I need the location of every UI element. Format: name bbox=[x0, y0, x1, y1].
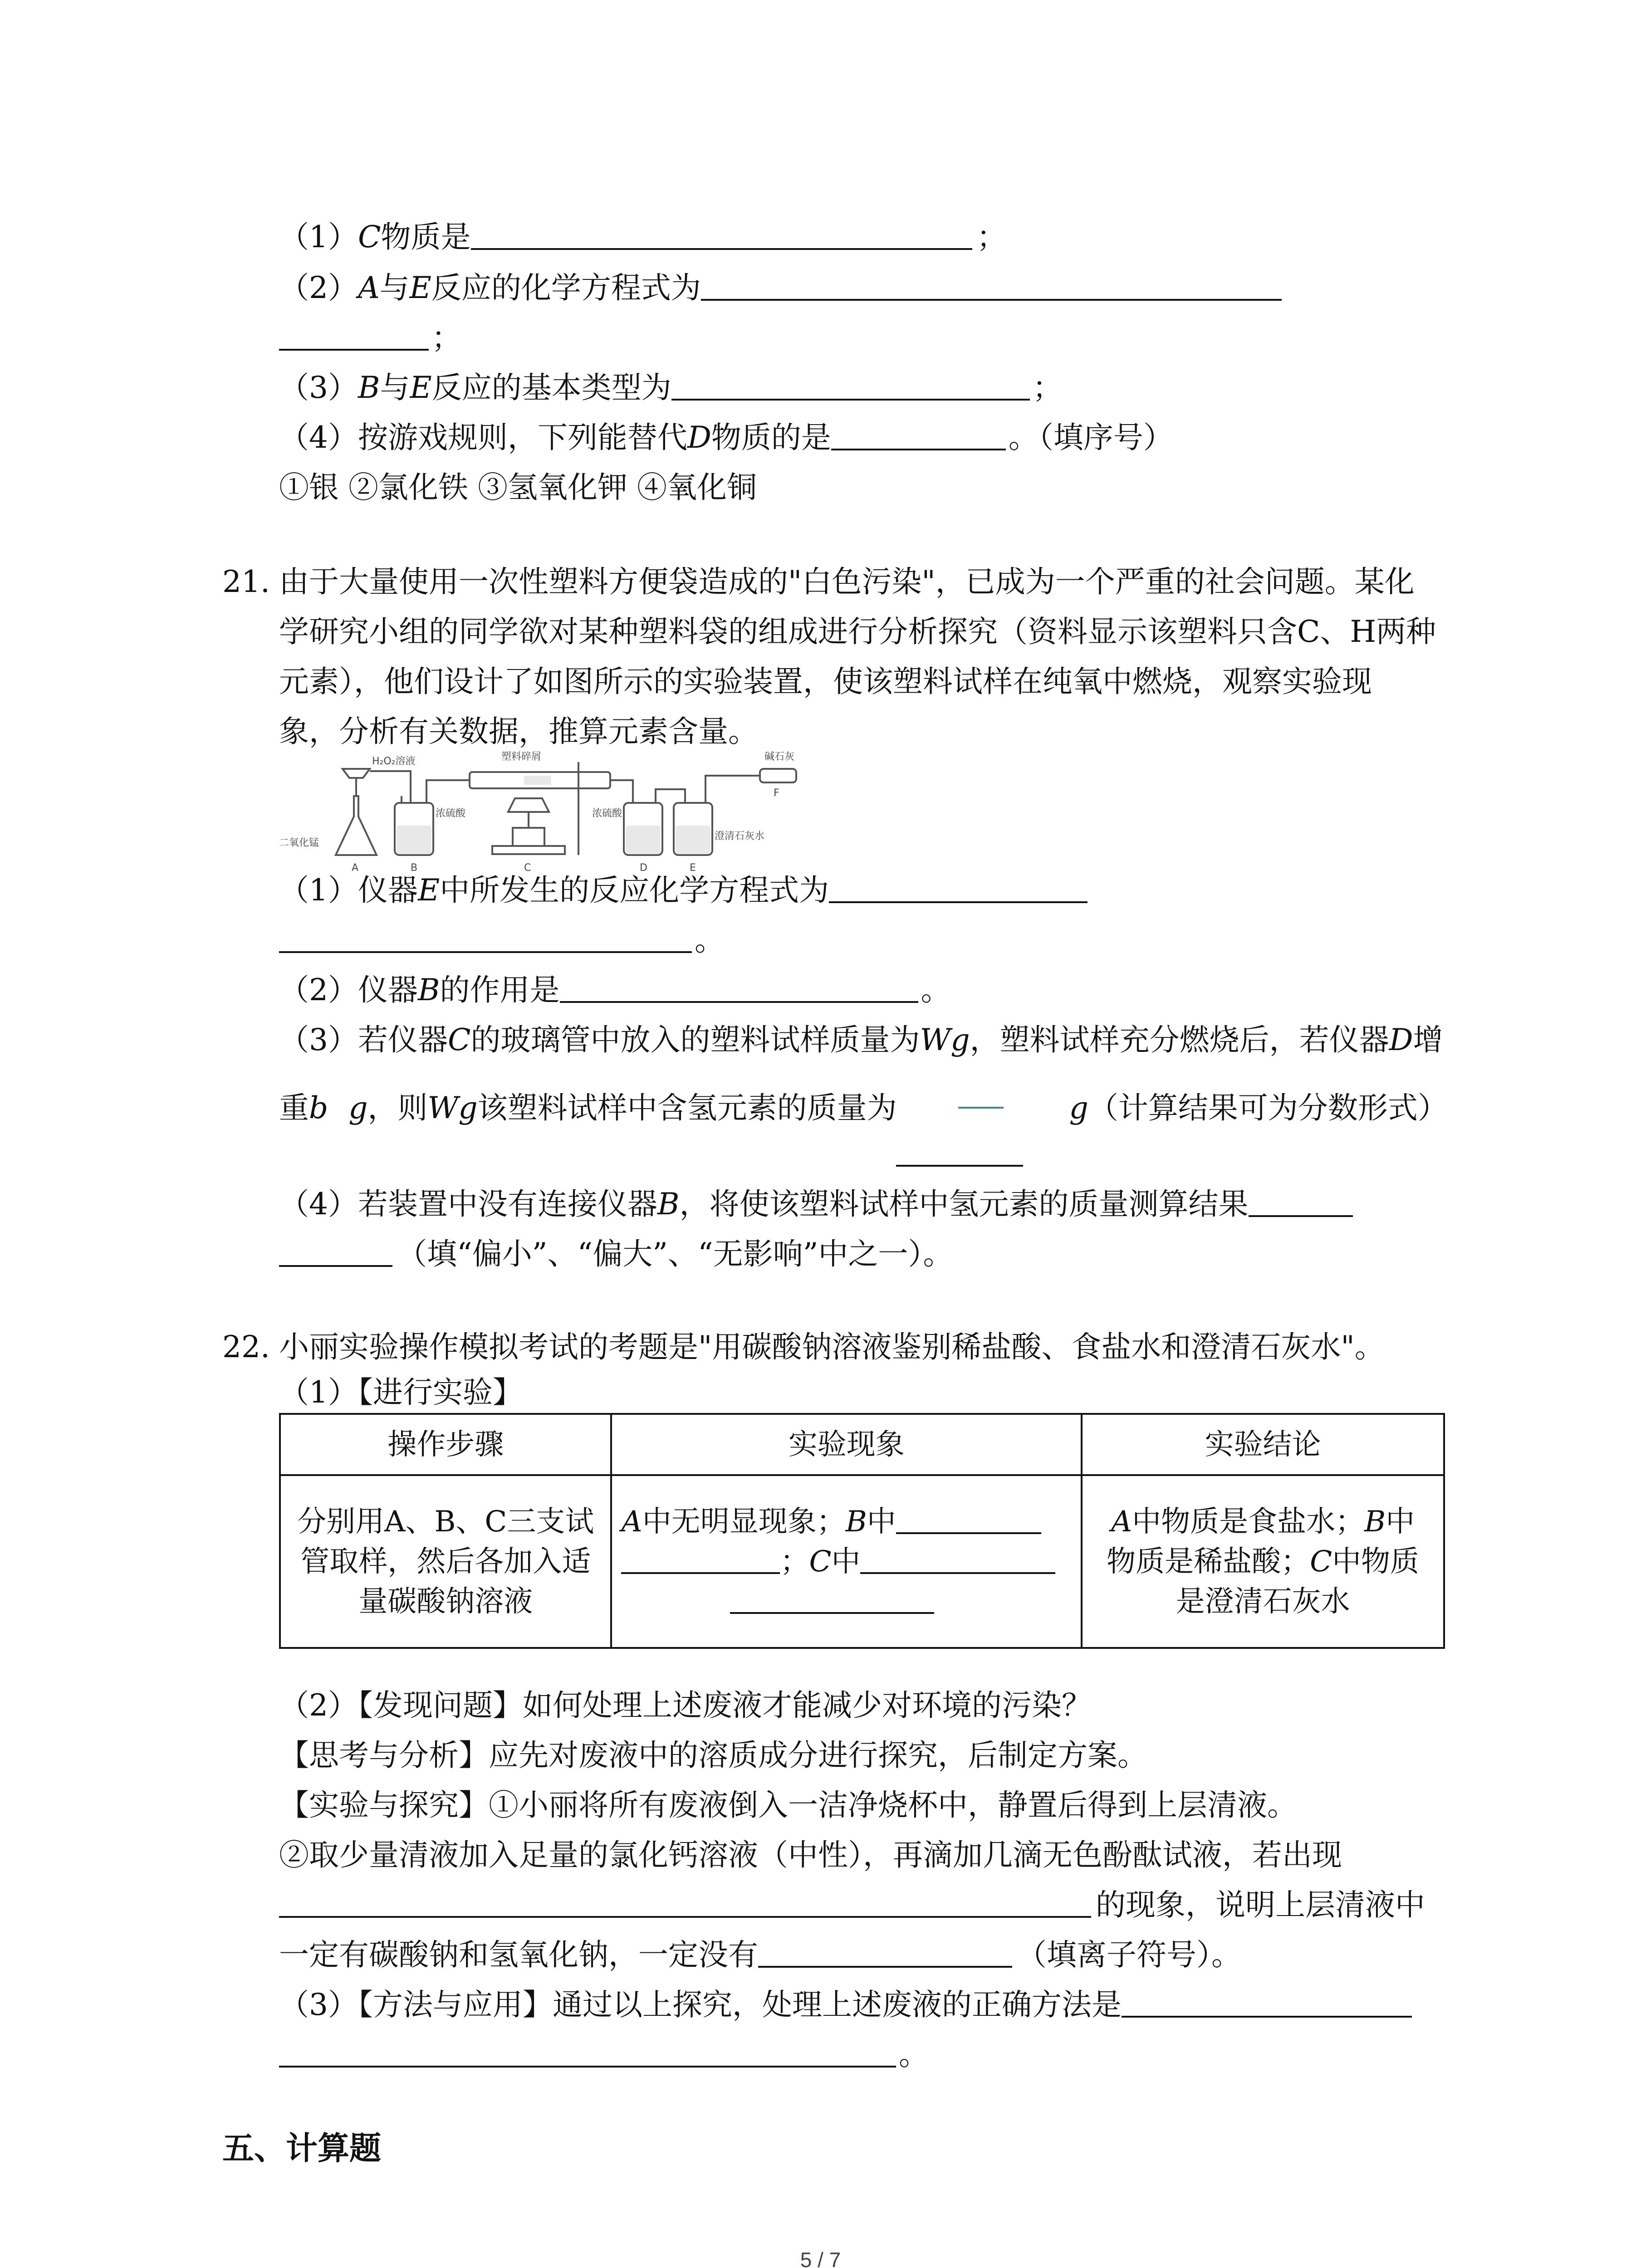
q21-p2-var-b: B bbox=[418, 973, 440, 1007]
cell-phenomena bbox=[611, 1475, 1082, 1648]
answer-blank-q20-2a[interactable] bbox=[701, 271, 1282, 301]
q20-p1-var: C bbox=[358, 220, 381, 254]
answer-blank-q21-1a[interactable] bbox=[829, 873, 1087, 903]
q21-p3b-var-b: b bbox=[309, 1090, 328, 1125]
q21-intro-line4: 象，分析有关数据，推算元素含量。 bbox=[279, 714, 758, 749]
q22-p3-text: （3）【方法与应用】通过以上探究，处理上述废液的正确方法是 bbox=[279, 1987, 1122, 2022]
q20-p3-var-b: B bbox=[358, 370, 380, 405]
q20-part2 bbox=[279, 268, 1282, 308]
q20-p3-text-b: 反应的基本类型为 bbox=[431, 370, 671, 405]
ph-var-a: A bbox=[621, 1505, 642, 1539]
q21-part3 bbox=[279, 1020, 1443, 1061]
steps-line2: 管取样，然后各加入适 bbox=[300, 1545, 591, 1579]
answer-blank-q21-1b[interactable] bbox=[279, 923, 692, 953]
steps-line1: 分别用A、B、C三支试 bbox=[297, 1505, 594, 1539]
con-text-d: 中物质 bbox=[1332, 1545, 1420, 1579]
q21-p2-end: 。 bbox=[921, 973, 951, 1007]
experiment-table bbox=[279, 1413, 1445, 1649]
q22-step2c-end: （填离子符号）。 bbox=[1017, 1937, 1241, 1972]
q21-intro-line3: 元素），他们设计了如图所示的实验装置，使该塑料试样在纯氧中燃烧，观察实验现 bbox=[279, 664, 1372, 699]
label-h2so4-b: 浓硫酸 bbox=[436, 808, 466, 819]
q21-p1-var-e: E bbox=[418, 873, 440, 908]
ph-text-a: 中无明显现象； bbox=[642, 1505, 846, 1539]
cell-steps bbox=[280, 1475, 611, 1648]
q21-p4-var-b: B bbox=[657, 1187, 680, 1222]
header-phenomena: 实验现象 bbox=[611, 1414, 1082, 1475]
q20-p2-text-b: 反应的化学方程式为 bbox=[431, 270, 701, 305]
q20-p1-end: ； bbox=[976, 220, 1007, 254]
q21-p3b-var-wg: Wg bbox=[427, 1090, 478, 1125]
answer-blank-q21-3[interactable] bbox=[896, 1165, 1023, 1167]
answer-blank-q22-b-b[interactable] bbox=[621, 1544, 780, 1574]
q20-p2-end: ； bbox=[431, 320, 461, 355]
q21-p4-text-c: （填“偏小”、“偏大”、“无影响”中之一）。 bbox=[397, 1237, 953, 1271]
q21-p4-text-b: ，将使该塑料试样中氢元素的质量测算结果 bbox=[679, 1187, 1249, 1222]
label-h2so4-d: 浓硫酸 bbox=[592, 808, 622, 819]
q20-p3-var-e: E bbox=[410, 370, 432, 405]
con-var-a: A bbox=[1111, 1505, 1132, 1539]
con-var-b: B bbox=[1364, 1505, 1386, 1539]
q22-number: 22. bbox=[222, 1330, 270, 1364]
fraction-answer-box[interactable] bbox=[897, 1088, 1069, 1129]
q20-p2-var-a: A bbox=[358, 270, 380, 305]
q21-part4-cont bbox=[279, 1234, 953, 1275]
cell-conclusion bbox=[1082, 1475, 1444, 1648]
q22-intro: 小丽实验操作模拟考试的考题是"用碳酸钠溶液鉴别稀盐酸、食盐水和澄清石灰水"。 bbox=[279, 1330, 1385, 1364]
q21-part1 bbox=[279, 870, 1087, 911]
q21-p2-text-a: （2）仪器 bbox=[279, 973, 418, 1007]
q21-part4 bbox=[279, 1184, 1353, 1225]
q22-p3-end: 。 bbox=[899, 2037, 929, 2072]
answer-blank-q20-2b[interactable] bbox=[279, 321, 429, 351]
answer-blank-q22-c-b[interactable] bbox=[730, 1584, 934, 1614]
q21-p4-text-a: （4）若装置中没有连接仪器 bbox=[279, 1187, 657, 1222]
q20-p1-text: 物质是 bbox=[381, 220, 471, 254]
steps-line3: 量碳酸钠溶液 bbox=[358, 1584, 533, 1618]
con-text-a: 中物质是食盐水； bbox=[1132, 1505, 1365, 1539]
answer-blank-q22-2b[interactable] bbox=[758, 1938, 1012, 1968]
q20-p3-end: ； bbox=[1032, 370, 1063, 405]
q20-p4-text-a: （4）按游戏规则，下列能替代 bbox=[279, 420, 687, 455]
answer-blank-q22-3a[interactable] bbox=[1122, 1988, 1412, 2018]
q20-options: ①银 ②氯化铁 ③氢氧化钾 ④氧化铜 bbox=[279, 470, 757, 505]
ph-text-c: ； bbox=[780, 1545, 809, 1579]
header-steps: 操作步骤 bbox=[280, 1414, 611, 1475]
answer-blank-q22-b-a[interactable] bbox=[896, 1504, 1041, 1534]
q20-part2-cont bbox=[279, 318, 461, 358]
q22-step2-end bbox=[279, 1935, 1241, 1975]
answer-blank-q21-4a[interactable] bbox=[1249, 1187, 1353, 1217]
q21-p3-var-d: D bbox=[1389, 1022, 1413, 1057]
q22-part3 bbox=[279, 1984, 1412, 2025]
answer-blank-q21-4b[interactable] bbox=[279, 1237, 392, 1267]
con-var-c: C bbox=[1310, 1545, 1332, 1579]
q21-intro-line2: 学研究小组的同学欲对某种塑料袋的组成进行分析探究（资料显示该塑料只含C、H两种 bbox=[279, 614, 1436, 649]
q20-part4 bbox=[279, 417, 1173, 458]
con-text-b: 中 bbox=[1386, 1505, 1415, 1539]
q22-part3-cont bbox=[279, 2034, 929, 2075]
q20-p2-var-e: E bbox=[409, 270, 431, 305]
q21-p2-text-b: 的作用是 bbox=[440, 973, 560, 1007]
q22-step2-cont bbox=[279, 1885, 1425, 1926]
q21-p3b-unit-g: g bbox=[348, 1090, 368, 1125]
label-f: F bbox=[774, 787, 779, 799]
q20-p4-text-b: 物质的是 bbox=[711, 420, 831, 455]
q20-p3-text-a: 与 bbox=[380, 370, 410, 405]
apparatus-diagram bbox=[279, 744, 814, 875]
q20-p4-var-d: D bbox=[687, 420, 711, 455]
q21-p3b-text-c: 该塑料试样中含氢元素的质量为 bbox=[477, 1090, 897, 1125]
q22-explore: 【实验与探究】①小丽将所有废液倒入一洁净烧杯中，静置后得到上层清液。 bbox=[279, 1788, 1297, 1823]
answer-blank-q20-1[interactable] bbox=[471, 220, 972, 250]
q22-part1: （1）【进行实验】 bbox=[279, 1375, 523, 1410]
label-b: B bbox=[411, 862, 418, 874]
answer-blank-q20-3[interactable] bbox=[671, 371, 1030, 401]
section-heading: 五、计算题 bbox=[222, 2129, 381, 2167]
q21-p1-text-b: 中所发生的反应化学方程式为 bbox=[440, 873, 829, 908]
answer-blank-q22-2a[interactable] bbox=[279, 1888, 1091, 1918]
q20-part1 bbox=[279, 217, 1007, 258]
label-plastic: 塑料碎屑 bbox=[501, 751, 542, 763]
q21-p3b-text-d: （计算结果可为分数形式） bbox=[1088, 1090, 1448, 1125]
label-c: C bbox=[524, 862, 531, 874]
con-text-e: 是澄清石灰水 bbox=[1176, 1584, 1350, 1618]
q21-p3-var-c: C bbox=[448, 1022, 471, 1057]
q21-p3-text-a: （3）若仪器 bbox=[279, 1022, 448, 1057]
q20-p2-label: （2） bbox=[279, 270, 358, 305]
ph-var-c: C bbox=[809, 1545, 832, 1579]
label-sodalime: 碱石灰 bbox=[764, 751, 795, 763]
label-limewater: 澄清石灰水 bbox=[715, 831, 765, 842]
label-h2o2: H₂O₂溶液 bbox=[372, 756, 416, 767]
q22-step2: ②取少量清液加入足量的氯化钙溶液（中性），再滴加几滴无色酚酞试液，若出现 bbox=[279, 1838, 1342, 1872]
fraction-bar bbox=[958, 1107, 1004, 1109]
q21-p3-text-c: ，塑料试样充分燃烧后，若仪器 bbox=[970, 1022, 1389, 1057]
con-text-c: 物质是稀盐酸； bbox=[1107, 1545, 1310, 1579]
q21-intro-line1: 由于大量使用一次性塑料方便袋造成的"白色污染"，已成为一个严重的社会问题。某化 bbox=[279, 564, 1415, 599]
q22-step2c-text: 一定有碳酸钠和氢氧化钠，一定没有 bbox=[279, 1937, 758, 1972]
q21-number: 21. bbox=[222, 564, 270, 599]
q21-part2 bbox=[279, 970, 951, 1011]
q21-p3-var-wg: Wg bbox=[920, 1022, 970, 1057]
ph-text-b: 中 bbox=[867, 1505, 896, 1539]
q20-p3-label: （3） bbox=[279, 370, 358, 405]
q22-part2: （2）【发现问题】如何处理上述废液才能减少对环境的污染？ bbox=[279, 1688, 1092, 1723]
q21-p3b-text-a: 重 bbox=[279, 1090, 309, 1125]
answer-blank-q21-2[interactable] bbox=[560, 973, 918, 1003]
table-row bbox=[280, 1475, 1444, 1648]
q21-p3-text-b: 的玻璃管中放入的塑料试样质量为 bbox=[470, 1022, 920, 1057]
page-number: 5 / 7 bbox=[800, 2248, 841, 2268]
label-a: A bbox=[352, 862, 359, 874]
ph-text-d: 中 bbox=[831, 1545, 861, 1579]
label-e: E bbox=[690, 862, 696, 874]
label-d: D bbox=[640, 862, 647, 874]
q21-p3-text-d: 增 bbox=[1413, 1022, 1443, 1057]
answer-blank-q20-4[interactable] bbox=[831, 420, 1006, 450]
q21-p1-text-a: （1）仪器 bbox=[279, 873, 418, 908]
q20-p2-text-a: 与 bbox=[379, 270, 410, 305]
header-conclusion: 实验结论 bbox=[1082, 1414, 1444, 1475]
q20-part3 bbox=[279, 367, 1063, 408]
q20-p1-label: （1） bbox=[279, 220, 358, 254]
q21-p1-end: 。 bbox=[695, 923, 725, 958]
answer-blank-q22-c-a[interactable] bbox=[860, 1544, 1055, 1574]
q21-part1-cont bbox=[279, 920, 725, 961]
q21-part3-cont bbox=[279, 1088, 1448, 1129]
q22-think: 【思考与分析】应先对废液中的溶质成分进行探究，后制定方案。 bbox=[279, 1738, 1147, 1773]
table-header-row bbox=[280, 1414, 1444, 1475]
ph-var-b: B bbox=[845, 1505, 867, 1539]
q22-step2b-text: 的现象，说明上层清液中 bbox=[1096, 1887, 1425, 1922]
q21-p3b-unit-g2: g bbox=[1069, 1090, 1088, 1125]
label-mno2: 二氧化锰 bbox=[279, 837, 319, 849]
answer-blank-q22-3b[interactable] bbox=[279, 2038, 896, 2068]
q21-p3b-text-b: ，则 bbox=[367, 1090, 428, 1125]
q20-p4-end: 。（填序号） bbox=[1008, 420, 1173, 455]
